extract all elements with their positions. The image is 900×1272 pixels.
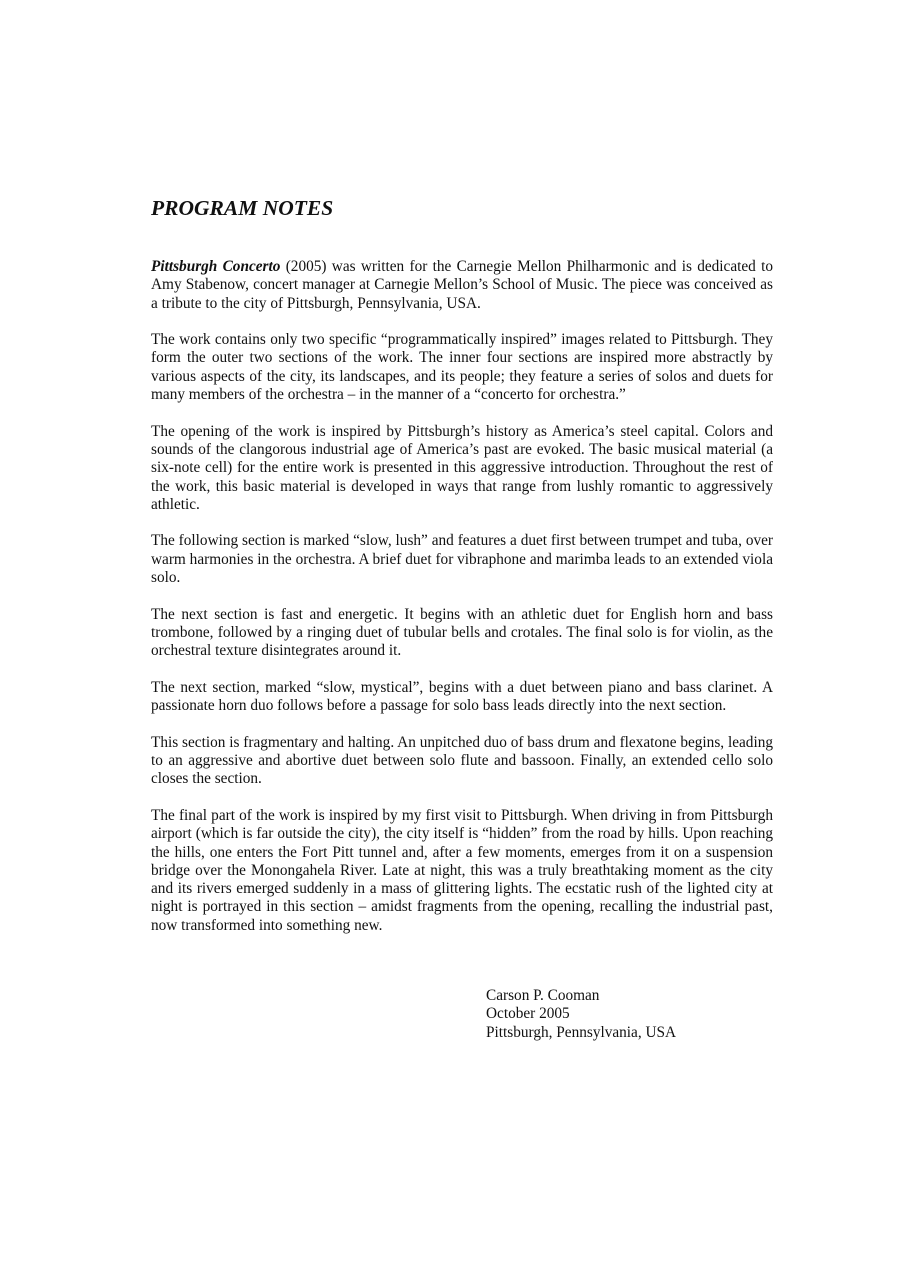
work-title: Pittsburgh Concerto: [151, 258, 281, 275]
paragraph-fast-energetic-section: The next section is fast and energetic. It begins with an athletic duet for English horn and bass trombone, followed by a ringing duet of tubular bells and crotales. The final solo is for violin, as the orchestral texture disintegrates around it.: [151, 605, 773, 660]
paragraph-slow-mystical-section: The next section, marked “slow, mystical”, begins with a duet between piano and bass clarinet. A passionate horn duo follows before a passage for solo bass leads directly into the next section.: [151, 678, 773, 715]
author-name: Carson P. Cooman: [486, 987, 600, 1004]
signature-block: [486, 987, 676, 1042]
intro-text: (2005) was written for the Carnegie Mellon Philharmonic and is dedicated to Amy Stabenow, concert manager at Carnegie Mellon’s School of Music. The piece was conceived as a tribute to the city of Pittsburgh, Pennsylvania, USA.: [151, 258, 773, 312]
paragraph-opening-section: The opening of the work is inspired by Pittsburgh’s history as America’s steel capital. Colors and sounds of the clangorous industrial age of America’s past are evoked. The basic musical material (a six-note cell) for the entire work is presented in this aggressive introduction. Throughout the rest of the work, this basic material is developed in ways that range from lushly romantic to aggressively athletic.: [151, 422, 773, 513]
paragraph-slow-lush-section: The following section is marked “slow, lush” and features a duet first between trumpet and tuba, over warm harmonies in the orchestra. A brief duet for vibraphone and marimba leads to an extended viola solo.: [151, 532, 773, 587]
paragraph-fragmentary-section: This section is fragmentary and halting. An unpitched duo of bass drum and flexatone begins, leading to an aggressive and abortive duet between solo flute and bassoon. Finally, an extended cello solo closes the section.: [151, 733, 773, 788]
paragraph-overview: The work contains only two specific “programmatically inspired” images related to Pittsburgh. They form the outer two sections of the work. The inner four sections are inspired more abstractly by various aspects of the city, its landscapes, and its people; they feature a series of solos and duets for many members of the orchestra – in the manner of a “concerto for orchestra.”: [151, 331, 773, 404]
intro-paragraph: [151, 258, 773, 313]
program-notes-page: [151, 194, 773, 953]
paragraph-final-section: The final part of the work is inspired by my first visit to Pittsburgh. When driving in from Pittsburgh airport (which is far outside the city), the city itself is “hidden” from the road by hills. Upon reaching the hills, one enters the Fort Pitt tunnel and, after a few moments, emerges from it on a suspension bridge over the Monongahela River. Late at night, this was a truly breathtaking moment as the city and its rivers emerged suddenly in a mass of glittering lights. The ecstatic rush of the lighted city at night is portrayed in this section – amidst fragments from the opening, recalling the industrial past, now transformed into something new.: [151, 806, 773, 934]
page-title: PROGRAM NOTES: [151, 196, 334, 220]
signature-place: Pittsburgh, Pennsylvania, USA: [486, 1023, 677, 1041]
signature-date: October 2005: [486, 1005, 570, 1023]
